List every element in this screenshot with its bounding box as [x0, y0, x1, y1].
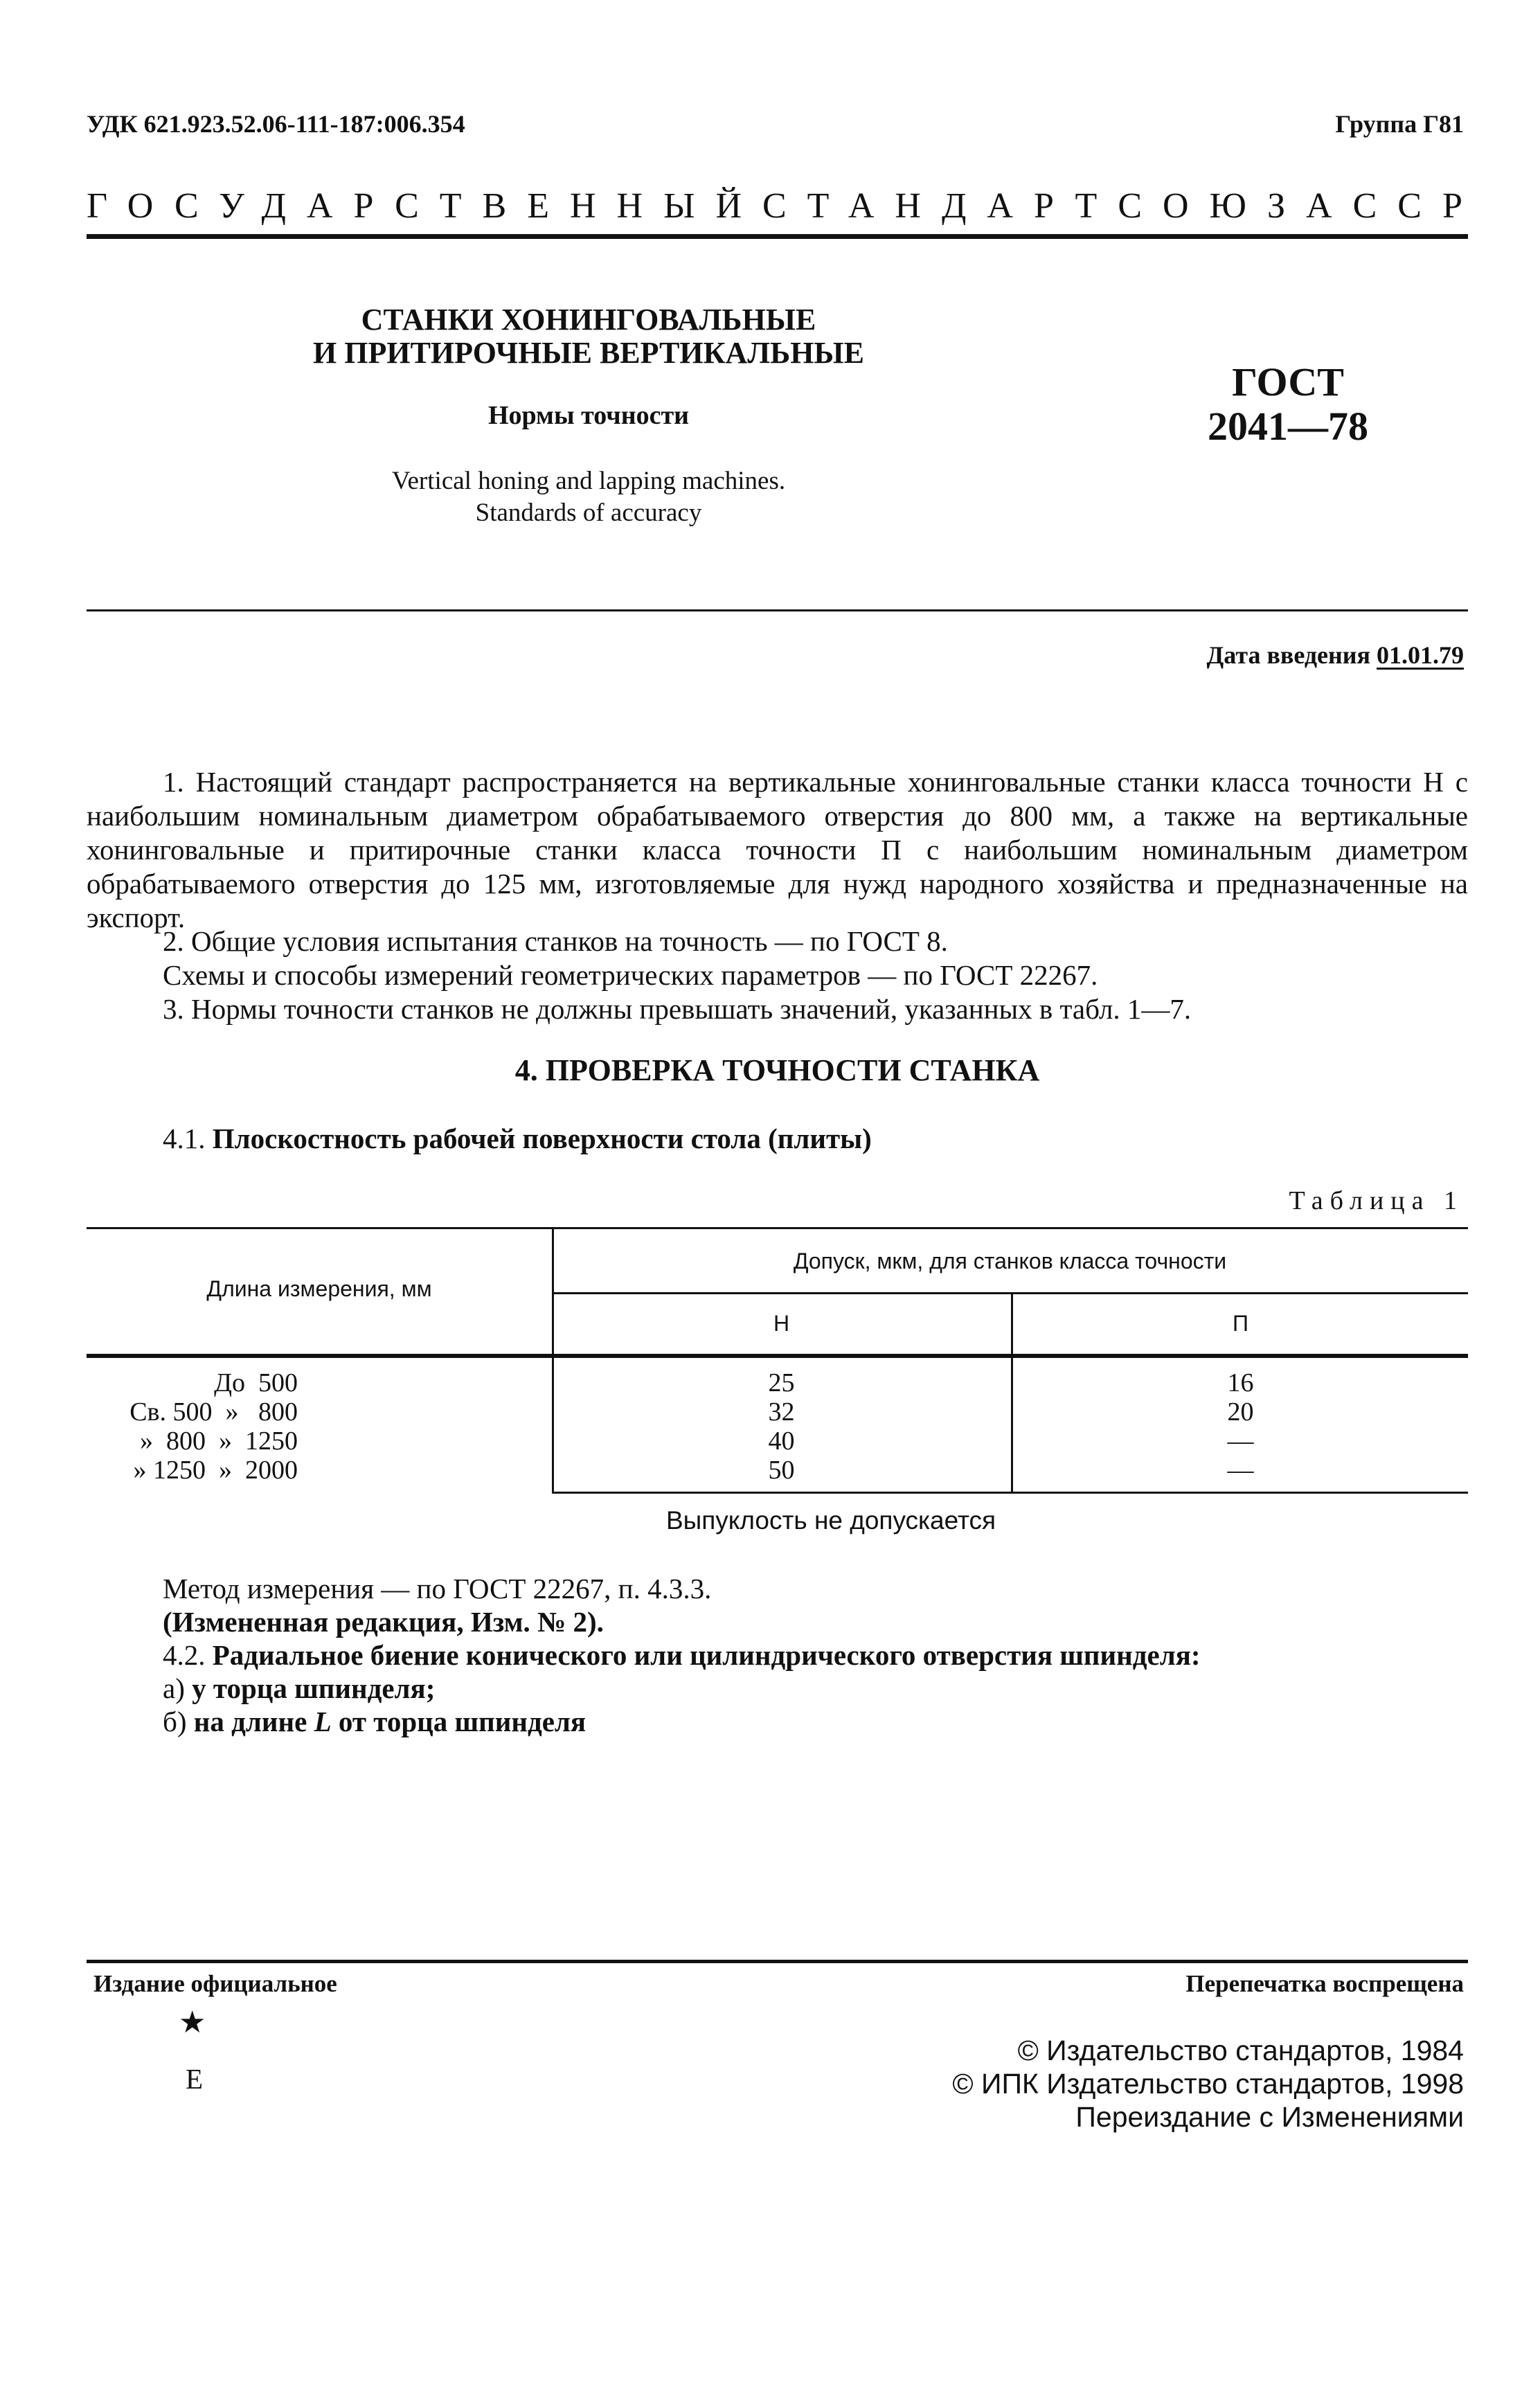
- paragraph-text: 1. Настоящий стандарт распространяется на вертикальные хонинговальные станки класса точности Н с наибольшим номинальным диаметром обрабатываемого отверстия до 800 мм, а также на вертикальные хонинговальные и притирочные станки класса точности П с наибольшим номинальным диаметром обрабатываемого отверстия до 125 мм, изготовляемые для нужд народного хозяйства и предназначенные на экспорт.: [87, 766, 1468, 933]
- table-cell-p: 20: [1227, 1397, 1254, 1427]
- table-cell-h: 40: [768, 1427, 795, 1456]
- edition-letter: Е: [186, 2063, 204, 2095]
- edited-note: (Измененная редакция, Изм. № 2).: [163, 1606, 604, 1638]
- list-marker: б): [163, 1706, 187, 1737]
- copyright-1984: © Издательство стандартов, 1984: [1017, 2035, 1464, 2066]
- length-variable: L: [314, 1706, 332, 1737]
- table-cell-h: 50: [768, 1456, 795, 1485]
- title-line: СТАНКИ ХОНИНГОВАЛЬНЫЕ: [361, 303, 816, 337]
- date-label: Дата введения: [1206, 641, 1370, 669]
- reprint-prohibited: Перепечатка воспрещена: [1185, 1970, 1464, 1997]
- english-line: Standards of accuracy: [475, 499, 702, 528]
- table-cell-p: —: [1227, 1456, 1254, 1485]
- subsection-number: 4.1.: [163, 1123, 206, 1154]
- list-text: от торца шпинделя: [338, 1706, 587, 1737]
- paragraph-1: [87, 765, 1468, 935]
- list-text: на длине: [193, 1706, 307, 1737]
- table-header-bottom-rule: [87, 1354, 1468, 1358]
- subsection-text: Плоскостность рабочей поверхности стола (плиты): [212, 1123, 872, 1154]
- table-cell-length: До 500: [214, 1368, 298, 1397]
- subsection-4-1: [163, 1122, 872, 1155]
- table-header-length: Длина измерения, мм: [206, 1276, 432, 1301]
- standard-title: [277, 303, 900, 370]
- official-edition: Издание официальное: [93, 1970, 337, 1997]
- table-cell-length: » 800 » 1250: [140, 1427, 298, 1456]
- gost-number: 2041—78: [1208, 403, 1368, 449]
- footer-rule: [87, 1960, 1468, 1963]
- banner-word: СТАНДАРТ: [762, 186, 1118, 226]
- table-header-class-h: Н: [773, 1311, 790, 1336]
- paragraph-3: 3. Нормы точности станков не должны превышать значений, указанных в табл. 1—7.: [163, 993, 1192, 1025]
- subsection-text: Радиальное биение конического или цилиндрического отверстия шпинделя:: [212, 1639, 1201, 1671]
- banner-word: СОЮЗА: [1118, 186, 1353, 226]
- table-header-class-p: П: [1233, 1311, 1248, 1336]
- table-bottom-rule: [552, 1492, 1468, 1494]
- table-note: Выпуклость не допускается: [665, 1506, 996, 1535]
- table-cell-p: —: [1227, 1427, 1254, 1456]
- table-top-rule: [87, 1227, 1468, 1229]
- gost-designation: [1143, 360, 1433, 449]
- measurement-method: Метод измерения — по ГОСТ 22267, п. 4.3.3.: [163, 1573, 712, 1604]
- paragraph-2: 2. Общие условия испытания станков на точность — по ГОСТ 8.: [163, 925, 948, 957]
- table-cell-p: 16: [1227, 1368, 1254, 1397]
- banner-word: ГОСУДАРСТВЕННЫЙ: [87, 186, 762, 226]
- english-line: Vertical honing and lapping machines.: [391, 467, 786, 495]
- title-rule: [87, 609, 1468, 611]
- table-cell-length: » 1250 » 2000: [133, 1456, 298, 1485]
- table-header-rule: [552, 1292, 1468, 1294]
- list-text: у торца шпинделя;: [192, 1672, 436, 1704]
- group-code: Группа Г81: [1335, 110, 1464, 138]
- date-value: 01.01.79: [1377, 641, 1464, 669]
- table-cell-length: Св. 500 » 800: [129, 1397, 298, 1427]
- gost-label: ГОСТ: [1232, 359, 1344, 404]
- standard-subtitle: Нормы точности: [487, 401, 690, 430]
- table-caption: Таблица 1: [1289, 1186, 1464, 1215]
- star-icon: ★: [179, 2005, 206, 2039]
- state-standard-banner: [87, 186, 1483, 226]
- table-cell-h: 32: [768, 1397, 795, 1427]
- section-title: 4. ПРОВЕРКА ТОЧНОСТИ СТАНКА: [514, 1053, 1040, 1087]
- paragraph-2b: Схемы и способы измерений геометрических параметров — по ГОСТ 22267.: [163, 959, 1098, 991]
- title-line: И ПРИТИРОЧНЫЕ ВЕРТИКАЛЬНЫЕ: [313, 336, 864, 370]
- table-cell-h: 25: [768, 1368, 795, 1397]
- subsection-4-2: [163, 1638, 1201, 1672]
- english-title: [277, 465, 900, 530]
- list-item-a: [163, 1672, 435, 1705]
- reissue-note: Переиздание с Изменениями: [1075, 2101, 1464, 2133]
- banner-word: ССР: [1352, 186, 1483, 226]
- udk-code: УДК 621.923.52.06-111-187:006.354: [87, 110, 465, 138]
- header-rule: [87, 234, 1468, 239]
- list-item-b: [163, 1705, 586, 1738]
- copyright-1998: © ИПК Издательство стандартов, 1998: [952, 2068, 1464, 2100]
- table-header-tolerance: Допуск, мкм, для станков класса точности: [793, 1249, 1227, 1273]
- introduction-date: [1207, 641, 1465, 670]
- list-marker: а): [163, 1672, 185, 1704]
- subsection-number: 4.2.: [163, 1639, 206, 1671]
